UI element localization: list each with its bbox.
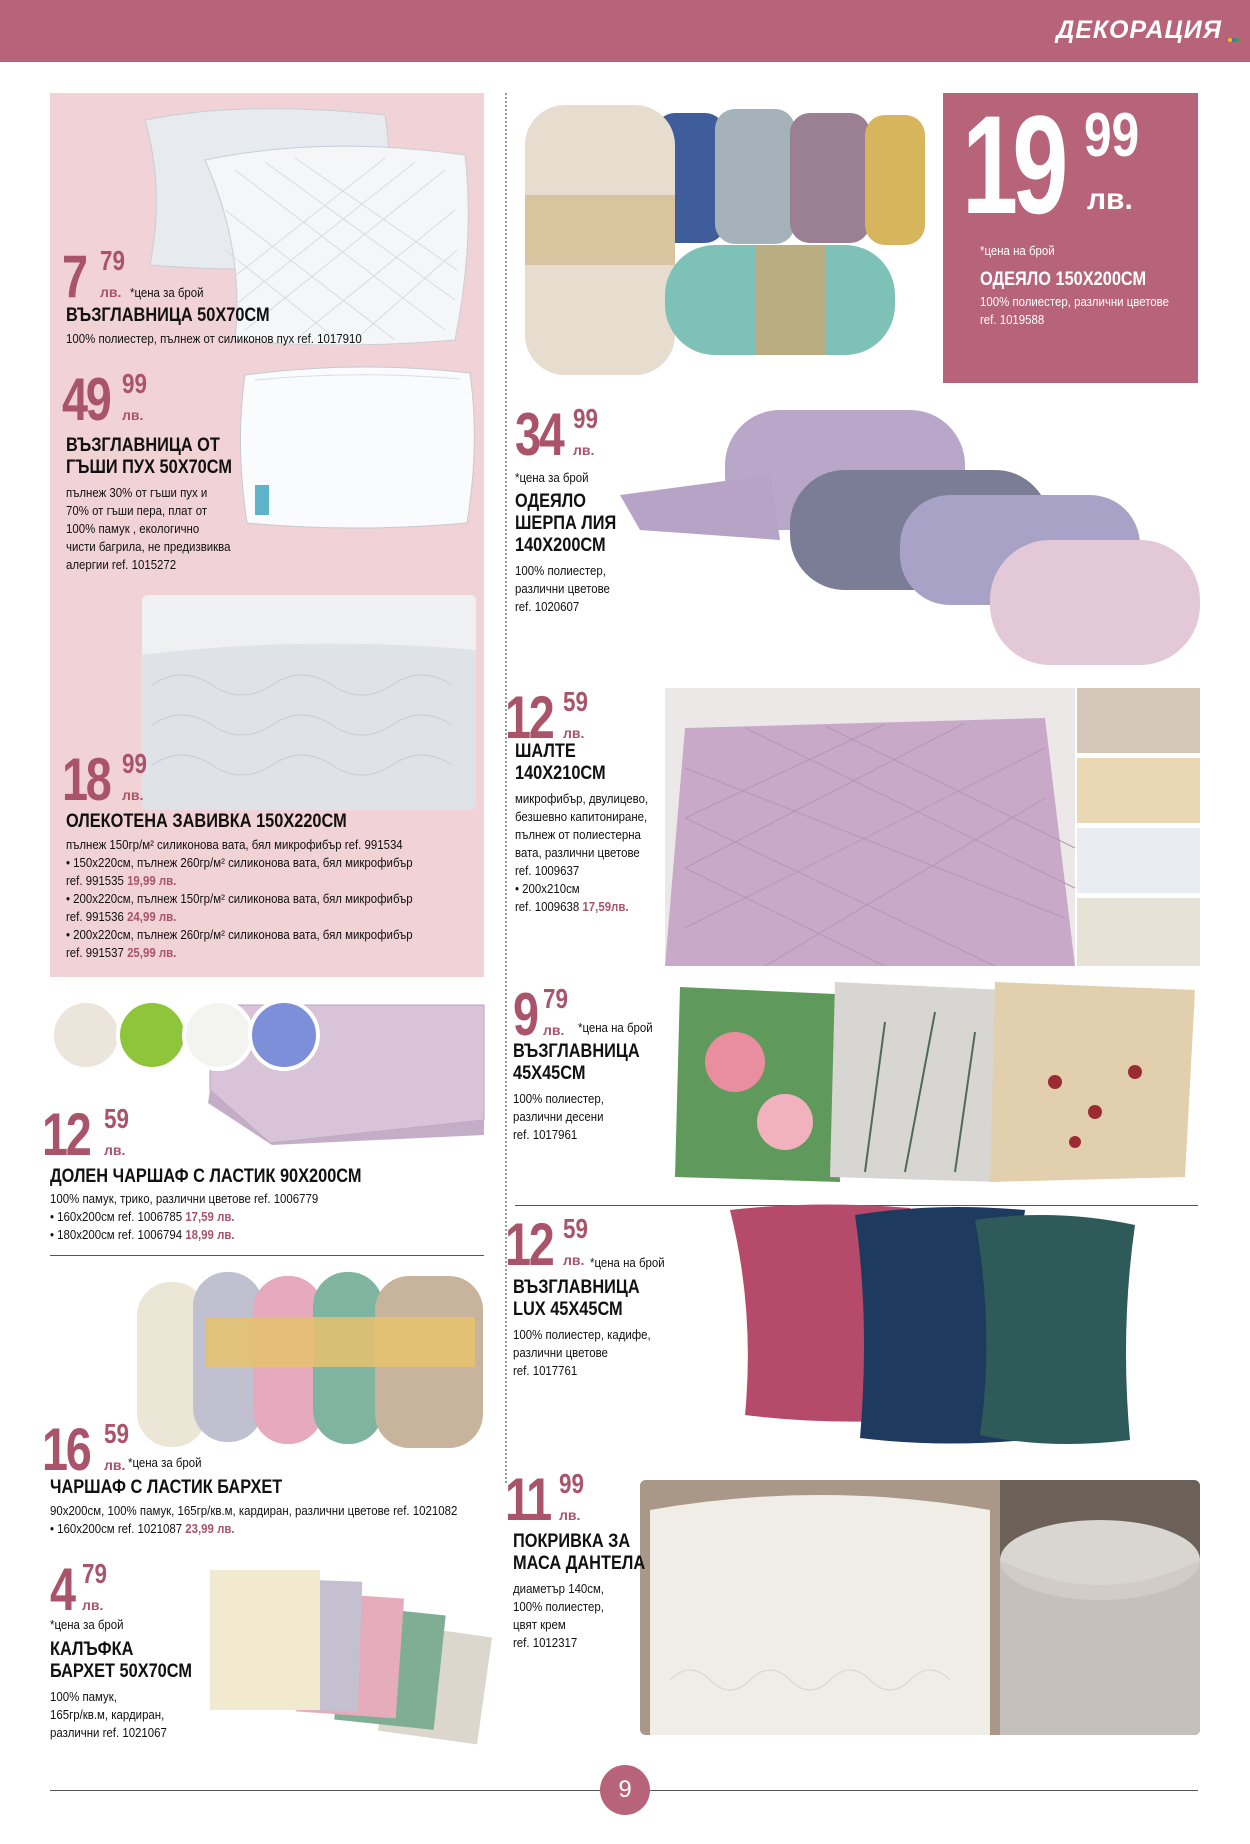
product-title: ОЛЕКОТЕНА ЗАВИВКА 150Х220СМ xyxy=(66,811,347,832)
product-desc: различни цветове xyxy=(513,1345,608,1360)
price-currency: лв. xyxy=(1087,183,1133,216)
price-integer: 12 xyxy=(505,1211,553,1278)
price-cents: 79 xyxy=(82,1558,107,1589)
product-desc: 100% полиестер, xyxy=(515,563,606,578)
price-cents: 79 xyxy=(543,983,568,1014)
price-tag xyxy=(513,981,633,1048)
product-desc: 70% от гъши пера, плат от xyxy=(66,503,208,518)
product-title: ВЪЗГЛАВНИЦА xyxy=(513,1277,640,1298)
product-title: МАСА ДАНТЕЛА xyxy=(513,1553,646,1574)
price-integer: 19 xyxy=(962,86,1063,243)
price-integer: 16 xyxy=(42,1416,90,1483)
product-desc: цвят крем xyxy=(513,1617,566,1632)
price-tag xyxy=(505,684,655,751)
product-image-sherpa-blanket xyxy=(620,400,1200,670)
price-note: *цена за брой xyxy=(50,1617,124,1632)
product-title: ВЪЗГЛАВНИЦА xyxy=(513,1041,640,1062)
product-desc: • 200х220см, пълнеж 260гр/м² силиконова вата, бял микрофибър xyxy=(66,927,413,942)
product-desc: чисти багрила, не предизвиква xyxy=(66,539,231,554)
product-image-blankets xyxy=(515,95,945,385)
price-tag xyxy=(62,366,212,433)
price-tag xyxy=(42,1416,192,1483)
price-tag xyxy=(515,401,665,468)
price-note: *цена на брой xyxy=(590,1255,665,1270)
product-desc: пълнеж 30% от гъши пух и xyxy=(66,485,208,500)
price-tag xyxy=(62,746,212,813)
product-desc: микрофибър, двулицево, xyxy=(515,791,649,806)
price-integer: 9 xyxy=(513,981,537,1048)
product-title: 140Х200СМ xyxy=(515,535,606,556)
product-image-lace-tablecloth xyxy=(640,1480,1200,1735)
product-desc: 165гр/кв.м, кардиран, xyxy=(50,1707,165,1722)
price-integer: 12 xyxy=(42,1101,90,1168)
price-currency: лв. xyxy=(104,1457,126,1473)
product-image-bedspread xyxy=(665,688,1200,966)
price-cents: 59 xyxy=(563,1213,588,1244)
product-title: ОДЕЯЛО xyxy=(515,491,586,512)
price-integer: 49 xyxy=(62,366,110,433)
price-note: *цена за брой xyxy=(128,1455,202,1470)
product-desc: • 150х220см, пълнеж 260гр/м² силиконова вата, бял микрофибър xyxy=(66,855,413,870)
product-desc: 100% полиестер, кадифе, xyxy=(513,1327,651,1342)
price-currency: лв. xyxy=(104,1142,126,1158)
price-currency: лв. xyxy=(82,1597,104,1613)
price-cents: 99 xyxy=(122,368,147,399)
product-desc: 100% полиестер, пълнеж от силиконов пух ref. 1017910 xyxy=(66,331,362,346)
product-desc: 100% полиестер, различни цветове xyxy=(980,294,1169,309)
product-desc: пълнеж 150гр/м² силиконова вата, бял микрофибър ref. 991534 xyxy=(66,837,403,852)
price-cents: 99 xyxy=(573,403,598,434)
product-desc xyxy=(50,1208,235,1226)
section-title: ДЕКОРАЦИЯ xyxy=(1056,16,1222,44)
variant-price: 25,99 лв. xyxy=(127,945,177,960)
price-integer: 7 xyxy=(62,243,86,310)
variant-price: 23,99 лв. xyxy=(185,1521,235,1536)
price-currency: лв. xyxy=(573,442,595,458)
price-tag xyxy=(42,1101,192,1168)
price-currency: лв. xyxy=(122,407,144,423)
price-tag xyxy=(962,86,1162,245)
product-desc: ref. 1012317 xyxy=(513,1635,578,1650)
price-cents: 99 xyxy=(122,748,147,779)
price-currency: лв. xyxy=(100,284,122,300)
product-desc: безшевно капитониране, xyxy=(515,809,648,824)
product-image-pillowcases xyxy=(205,1560,495,1745)
price-integer: 18 xyxy=(62,746,110,813)
product-title: ПОКРИВКА ЗА xyxy=(513,1531,631,1552)
page-number: 9 xyxy=(600,1765,650,1815)
product-title: ОДЕЯЛО 150Х200СМ xyxy=(980,269,1147,290)
product-desc: 100% памук, xyxy=(50,1689,117,1704)
product-title: ГЪШИ ПУХ 50Х70СМ xyxy=(66,457,232,478)
product-title: 140Х210СМ xyxy=(515,763,606,784)
price-tag xyxy=(50,1556,170,1623)
product-desc: 100% полиестер, xyxy=(513,1599,604,1614)
price-integer: 4 xyxy=(50,1556,74,1623)
price-cents: 99 xyxy=(1084,101,1140,170)
price-integer: 34 xyxy=(515,401,563,468)
price-integer: 12 xyxy=(505,684,553,751)
price-note: *цена за брой xyxy=(515,470,589,485)
price-currency: лв. xyxy=(563,725,585,741)
variant-price: 24,99 лв. xyxy=(127,909,177,924)
ref-text: • 180х200см ref. 1006794 xyxy=(50,1227,186,1242)
product-title: ВЪЗГЛАВНИЦА 50Х70СМ xyxy=(66,305,270,326)
product-desc: ref. 1017961 xyxy=(513,1127,578,1142)
price-currency: лв. xyxy=(543,1022,565,1038)
product-desc: ref. 1017761 xyxy=(513,1363,578,1378)
product-desc: различни ref. 1021067 xyxy=(50,1725,167,1740)
product-desc: 100% полиестер, xyxy=(513,1091,604,1106)
ref-text: ref. 991535 xyxy=(66,873,128,888)
product-desc: ref. 1009637 xyxy=(515,863,580,878)
product-desc: различни десени xyxy=(513,1109,604,1124)
product-desc: • 200х220см, пълнеж 150гр/м² силиконова вата, бял микрофибър xyxy=(66,891,413,906)
product-desc: диаметър 140см, xyxy=(513,1581,605,1596)
price-cents: 99 xyxy=(559,1468,584,1499)
product-image-goose-pillow xyxy=(235,365,480,530)
product-desc: вата, различни цветове xyxy=(515,845,640,860)
price-cents: 59 xyxy=(104,1103,129,1134)
product-title: ДОЛЕН ЧАРШАФ С ЛАСТИК 90Х200СМ xyxy=(50,1166,362,1187)
product-desc xyxy=(515,898,629,916)
product-title: ЧАРШАФ С ЛАСТИК БАРХЕТ xyxy=(50,1477,283,1498)
product-desc xyxy=(66,908,176,926)
product-title: LUX 45Х45СМ xyxy=(513,1299,623,1320)
product-desc xyxy=(50,1226,235,1244)
price-cents: 59 xyxy=(563,686,588,717)
product-desc: 100% памук , екологично xyxy=(66,521,200,536)
product-desc xyxy=(66,944,176,962)
ref-text: ref. 1009638 xyxy=(515,899,583,914)
product-desc xyxy=(66,872,176,890)
product-desc: 100% памук, трико, различни цветове ref. 1006779 xyxy=(50,1191,319,1206)
product-title: ШАЛТЕ xyxy=(515,741,576,762)
product-desc xyxy=(50,1520,235,1538)
product-image-cushions xyxy=(675,982,1200,1187)
variant-price: 19,99 лв. xyxy=(127,873,177,888)
ref-text: ref. 991537 xyxy=(66,945,128,960)
product-desc: ref. 1020607 xyxy=(515,599,580,614)
product-desc: пълнеж от полиестерна xyxy=(515,827,641,842)
product-title: 45Х45СМ xyxy=(513,1063,586,1084)
variant-price: 17,59 лв. xyxy=(185,1209,235,1224)
product-desc: ref. 1019588 xyxy=(980,312,1045,327)
ref-text: ref. 991536 xyxy=(66,909,128,924)
price-currency: лв. xyxy=(559,1507,581,1523)
product-image-velvet-cushions xyxy=(725,1200,1145,1450)
product-desc: алергии ref. 1015272 xyxy=(66,557,177,572)
ref-text: • 160х200см ref. 1021087 xyxy=(50,1521,186,1536)
product-title: БАРХЕТ 50Х70СМ xyxy=(50,1661,192,1682)
price-note: *цена за брой xyxy=(130,285,204,300)
product-title: ШЕРПА ЛИЯ xyxy=(515,513,617,534)
product-title: КАЛЪФКА xyxy=(50,1639,134,1660)
variant-price: 17,59лв. xyxy=(582,899,629,914)
brand-dots xyxy=(1228,36,1240,44)
price-currency: лв. xyxy=(122,787,144,803)
price-note: *цена на брой xyxy=(578,1020,653,1035)
price-note: *цена на брой xyxy=(980,243,1055,258)
product-desc: различни цветове xyxy=(515,581,610,596)
divider xyxy=(50,1255,484,1256)
variant-price: 18,99 лв. xyxy=(185,1227,235,1242)
price-integer: 11 xyxy=(505,1466,550,1533)
product-desc: • 200х210см xyxy=(515,881,580,896)
product-title: ВЪЗГЛАВНИЦА ОТ xyxy=(66,435,220,456)
ref-text: • 160х200см ref. 1006785 xyxy=(50,1209,186,1224)
price-cents: 59 xyxy=(104,1418,129,1449)
product-desc: 90х200см, 100% памук, 165гр/кв.м, кардиран, различни цветове ref. 1021082 xyxy=(50,1503,458,1518)
price-currency: лв. xyxy=(563,1252,585,1268)
price-tag xyxy=(505,1466,655,1533)
price-cents: 79 xyxy=(100,245,125,276)
